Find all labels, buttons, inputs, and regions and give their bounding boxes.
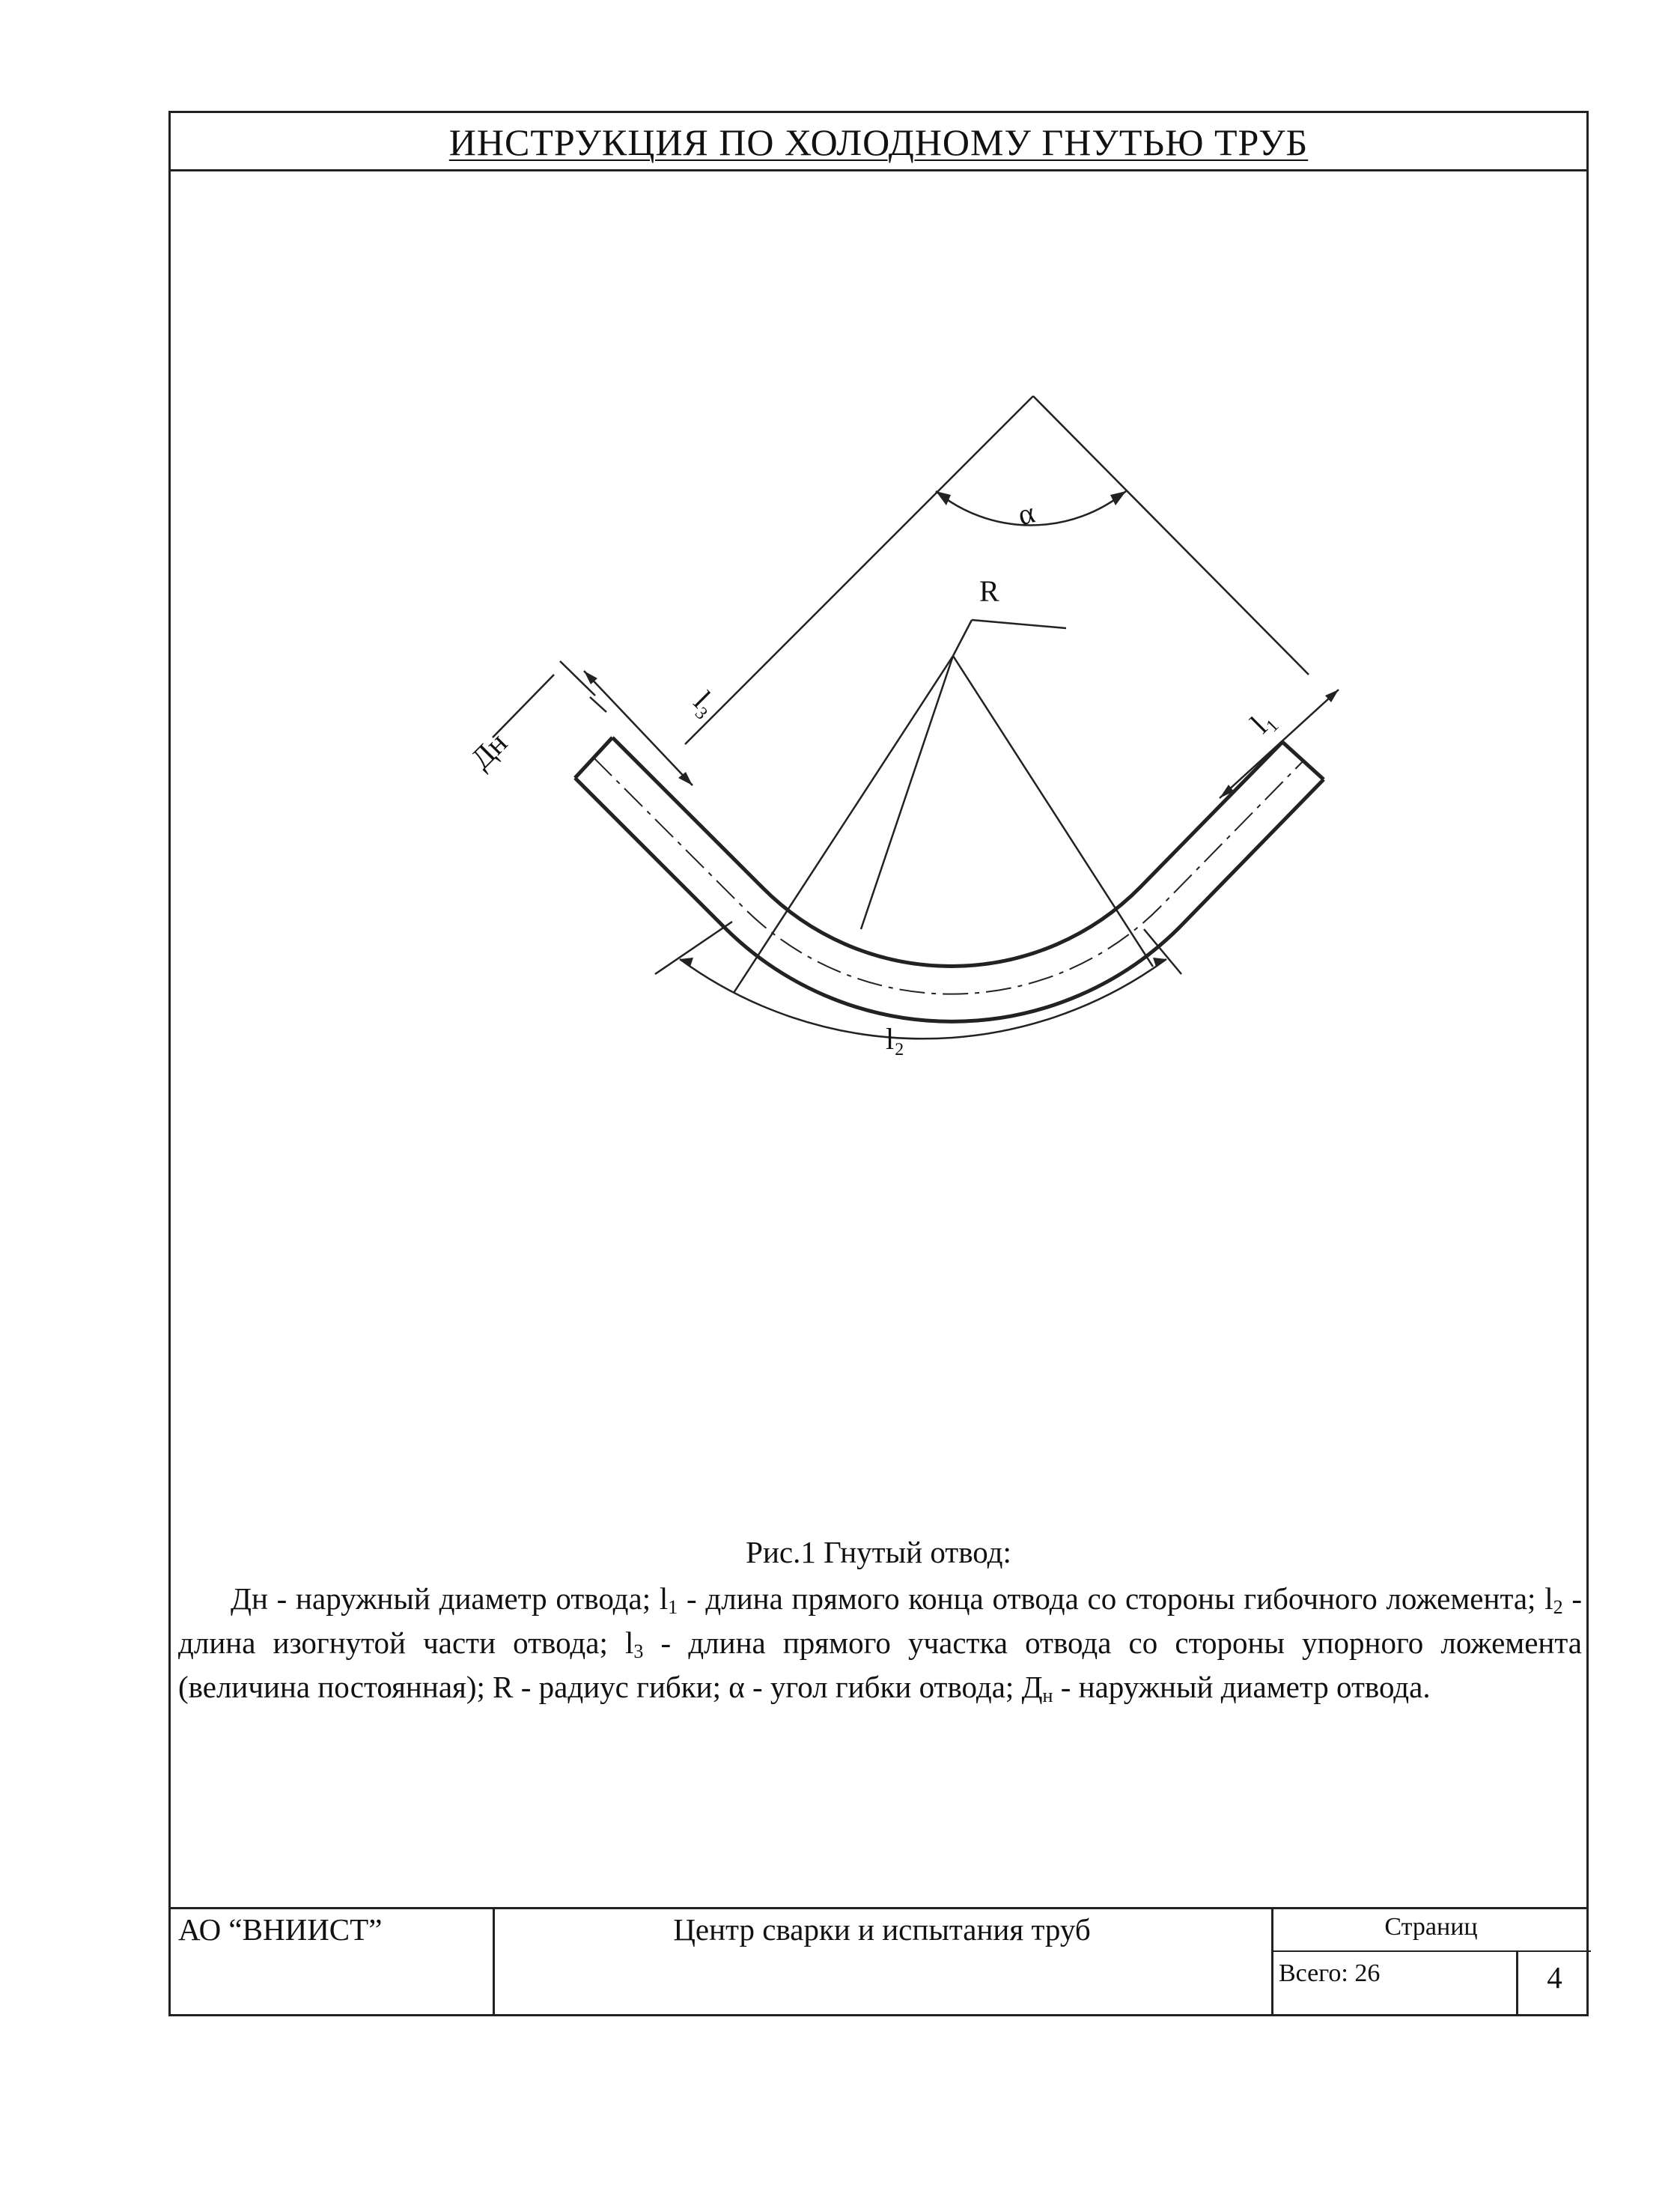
department-name: Центр сварки и испытания труб (673, 1912, 1091, 1947)
legend-item: $l_1$ - длина прямого конца отвода со стороны гибочного ложемента; (659, 1581, 1545, 1618)
label-l2: l₂ (886, 1022, 905, 1056)
figure-legend (178, 1577, 1582, 1709)
label-alpha: α (1014, 495, 1038, 532)
legend-item: α - угол гибки отвода; (728, 1670, 1022, 1704)
legend-item: Дн - наружный диаметр отвода; (231, 1581, 660, 1616)
legend-item: R - радиус гибки; (493, 1670, 729, 1704)
legend-item: $l_3$ - длина прямого участка отвода со стороны упорного ложемента (величина постоянная); (178, 1625, 1582, 1704)
radius-line (953, 656, 1153, 967)
label-l1: l₁ (1244, 702, 1281, 740)
figure-caption: Рис.1 Гнутый отвод: (746, 1535, 1011, 1569)
pipe-centerline (594, 758, 1303, 994)
pages-label: Страниц (1384, 1913, 1478, 1941)
bent-pipe-drawing (171, 113, 1591, 1521)
page-frame (168, 111, 1589, 2016)
pipe-inner-wall (612, 737, 1282, 966)
construction-line (685, 396, 1033, 744)
l2-dimension-arc (680, 959, 1166, 1038)
label-dn: Дн (463, 726, 514, 776)
r-leader (953, 620, 972, 656)
title-block (171, 1907, 1586, 2014)
construction-line (1033, 396, 1309, 675)
label-r: R (979, 574, 999, 608)
organization-name: АО “ВНИИСТ” (178, 1912, 383, 1947)
label-l3: l₃ (687, 684, 725, 722)
legend-item: $Д_н$ - наружный диаметр отвода. (1021, 1670, 1431, 1706)
legend-item: $l_2$ - длина изогнутой части отвода; (178, 1581, 1582, 1660)
page-number: 4 (1547, 1960, 1562, 1995)
total-pages: Всего: 26 (1279, 1959, 1381, 1987)
page-title: ИНСТРУКЦИЯ ПО ХОЛОДНОМУ ГНУТЬЮ ТРУБ (171, 113, 1586, 171)
radius-line (861, 656, 953, 929)
r-leader (972, 620, 1066, 628)
